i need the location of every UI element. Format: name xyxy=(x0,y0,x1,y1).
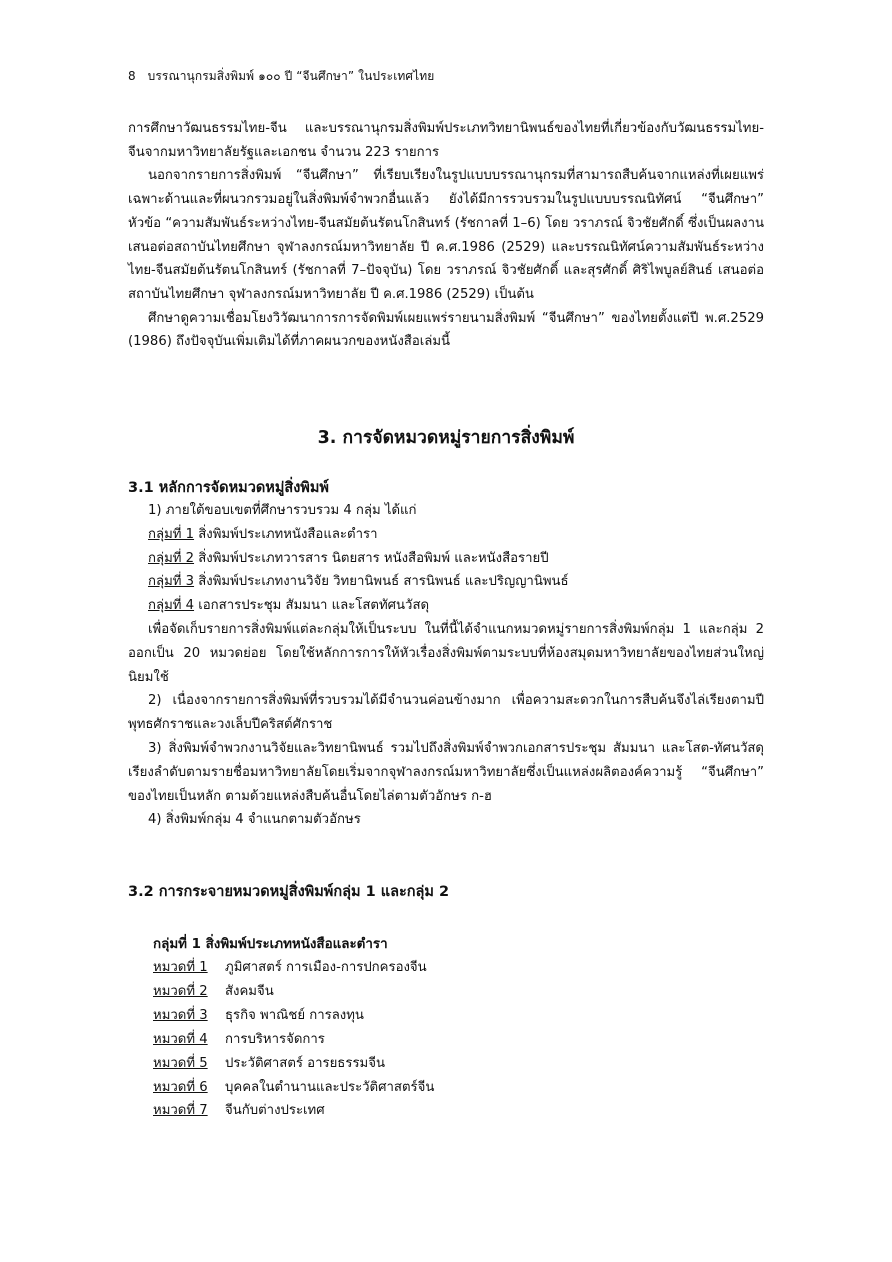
page-number: 8 xyxy=(128,69,136,83)
category-item xyxy=(153,956,434,980)
category-label: หมวดที่ 3 xyxy=(153,1007,208,1023)
category-text: จีนกับต่างประเทศ xyxy=(225,1103,325,1119)
rule-4: 4) สิ่งพิมพ์กลุ่ม 4 จำแนกตามตัวอักษร xyxy=(148,812,361,828)
classification-paragraph: เพื่อจัดเก็บรายการสิ่งพิมพ์แต่ละกลุ่มให้เป็นระบบ ในที่นี้ได้จำแนกหมวดหมู่รายการสิ่งพิมพ์กลุ่ม 1 และกลุ่ม 2 ออกเป็น 20 หมวดย่อย โดยใช้หลักการการให้หัวเรื่องสิ่งพิมพ์ตามระบบที่ห้องสมุดมหาวิทยาลัยของไทยส่วนใหญ่นิยมใช้ xyxy=(128,621,764,685)
section-3-2-title: 3.2 การกระจายหมวดหมู่สิ่งพิมพ์กลุ่ม 1 และกลุ่ม 2 xyxy=(128,884,450,900)
category-label: หมวดที่ 1 xyxy=(153,960,208,975)
category-item xyxy=(153,1004,434,1028)
group-label: กลุ่มที่ 3 xyxy=(148,574,195,590)
intro-paragraph-1: การศึกษาวัฒนธรรมไทย-จีน และบรรณานุกรมสิ่งพิมพ์ประเภทวิทยานิพนธ์ของไทยที่เกี่ยวข้องกับวัฒนธรรมไทย-จีนจากมหาวิทยาลัยรัฐและเอกชน จำนวน 223 รายการ xyxy=(128,121,764,160)
category-item xyxy=(153,1028,434,1052)
category-item xyxy=(153,980,434,1004)
intro-paragraph-3: ศึกษาดูความเชื่อมโยงวิวัฒนาการการจัดพิมพ์เผยแพร่รายนามสิ่งพิมพ์ “จีนศึกษา” ของไทยตั้งแต่ปี พ.ศ.2529 (1986) ถึงปัจจุบันเพิ่มเติมได้ที่ภาคผนวกของหนังสือเล่มนี้ xyxy=(128,310,764,350)
rule-3: 3) สิ่งพิมพ์จำพวกงานวิจัยและวิทยานิพนธ์ รวมไปถึงสิ่งพิมพ์จำพวกเอกสารประชุม สัมมนา และโสต-ทัศนวัสดุ เรียงลำดับตามรายชื่อมหาวิทยาลัยโดยเริ่มจากจุฬาลงกรณ์มหาวิทยาลัยซึ่งเป็นแหล่งผลิตองค์ความรู้ “จีนศึกษา” ของไทยเป็นหลัก ตามด้วยแหล่งสืบค้นอื่นโดยไล่ตามตัวอักษร ก-ฮ xyxy=(128,740,764,804)
category-text: ภูมิศาสตร์ การเมือง-การปกครองจีน xyxy=(225,960,427,975)
category-text: บุคคลในตำนานและประวัติศาสตร์จีน xyxy=(225,1079,435,1095)
category-text: ธุรกิจ พาณิชย์ การลงทุน xyxy=(225,1007,364,1023)
group-item-1 xyxy=(128,523,764,547)
category-label: หมวดที่ 6 xyxy=(153,1079,208,1095)
category-item xyxy=(153,1052,434,1076)
intro-paragraph-2: นอกจากรายการสิ่งพิมพ์ “จีนศึกษา” ที่เรียบเรียงในรูปแบบบรรณานุกรมที่สามารถสืบค้นจากแหล่งที่เผยแพร่เฉพาะด้านและที่ผนวกรวมอยู่ในสิ่งพิมพ์จำพวกอื่นแล้ว ยังได้มีการรวบรวมในรูปแบบบรรณนิทัศน์ “จีนศึกษา” หัวข้อ “ความสัมพันธ์ระหว่างไทย-จีนสมัยต้นรัตนโกสินทร์ (รัชกาลที่ 1–6) โดย วราภรณ์ จิวชัยศักดิ์ ซึ่งเป็นผลงานเสนอต่อสถาบันไทยศึกษา จุฬาลงกรณ์มหาวิทยาลัย ปี ค.ศ.1986 (2529) และบรรณนิทัศน์ความสัมพันธ์ระหว่างไทย-จีนสมัยต้นรัตนโกสินทร์ (รัชกาลที่ 7–ปัจจุบัน) โดย วราภรณ์ จิวชัยศักดิ์ และสุรศักดิ์ ศิริไพบูลย์สินธ์ เสนอต่อสถาบันไทยศึกษา จุฬาลงกรณ์มหาวิทยาลัย ปี ค.ศ.1986 (2529) เป็นต้น xyxy=(128,168,764,302)
running-header-title: บรรณานุกรมสิ่งพิมพ์ ๑๐๐ ปี “จีนศึกษา” ในประเทศไทย xyxy=(147,69,435,83)
group-text: เอกสารประชุม สัมมนา และโสตทัศนวัสดุ xyxy=(194,598,430,614)
category-text: สังคมจีน xyxy=(225,983,274,999)
category-list xyxy=(153,956,434,1123)
section-3-1-title: 3.1 หลักการจัดหมวดหมู่สิ่งพิมพ์ xyxy=(128,480,329,496)
category-item xyxy=(153,1076,434,1100)
category-label: หมวดที่ 2 xyxy=(153,983,208,999)
group-item-2 xyxy=(128,547,764,571)
running-header xyxy=(128,67,434,86)
category-text: การบริหารจัดการ xyxy=(225,1031,325,1047)
section-3-title: 3. การจัดหมวดหมู่รายการสิ่งพิมพ์ xyxy=(317,428,575,448)
group-text: สิ่งพิมพ์ประเภทงานวิจัย วิทยานิพนธ์ สารนิพนธ์ และปริญญานิพนธ์ xyxy=(194,574,569,590)
group-text: สิ่งพิมพ์ประเภทหนังสือและตำรา xyxy=(194,526,378,542)
group-item-3 xyxy=(128,570,764,594)
group-label: กลุ่มที่ 1 xyxy=(148,526,195,542)
intro-section xyxy=(128,117,764,354)
category-item xyxy=(153,1099,434,1123)
group-1-heading: กลุ่มที่ 1 สิ่งพิมพ์ประเภทหนังสือและตำรา xyxy=(153,937,388,952)
group-label: กลุ่มที่ 4 xyxy=(148,598,195,614)
group-label: กลุ่มที่ 2 xyxy=(148,550,195,566)
category-text: ประวัติศาสตร์ อารยธรรมจีน xyxy=(225,1055,385,1071)
category-label: หมวดที่ 5 xyxy=(153,1055,208,1071)
section-3-1-body xyxy=(128,499,764,832)
group-item-4 xyxy=(128,594,764,618)
rule-1: 1) ภายใต้ขอบเขตที่ศึกษารวบรวม 4 กลุ่ม ได้แก่ xyxy=(148,503,417,518)
category-label: หมวดที่ 4 xyxy=(153,1031,208,1047)
group-text: สิ่งพิมพ์ประเภทวารสาร นิตยสาร หนังสือพิมพ์ และหนังสือรายปี xyxy=(194,550,549,566)
rule-2: 2) เนื่องจากรายการสิ่งพิมพ์ที่รวบรวมได้มีจำนวนค่อนข้างมาก เพื่อความสะดวกในการสืบค้นจึงไล่เรียงตามปีพุทธศักราชและวงเล็บปีคริสต์ศักราช xyxy=(128,693,764,733)
category-label: หมวดที่ 7 xyxy=(153,1103,208,1119)
